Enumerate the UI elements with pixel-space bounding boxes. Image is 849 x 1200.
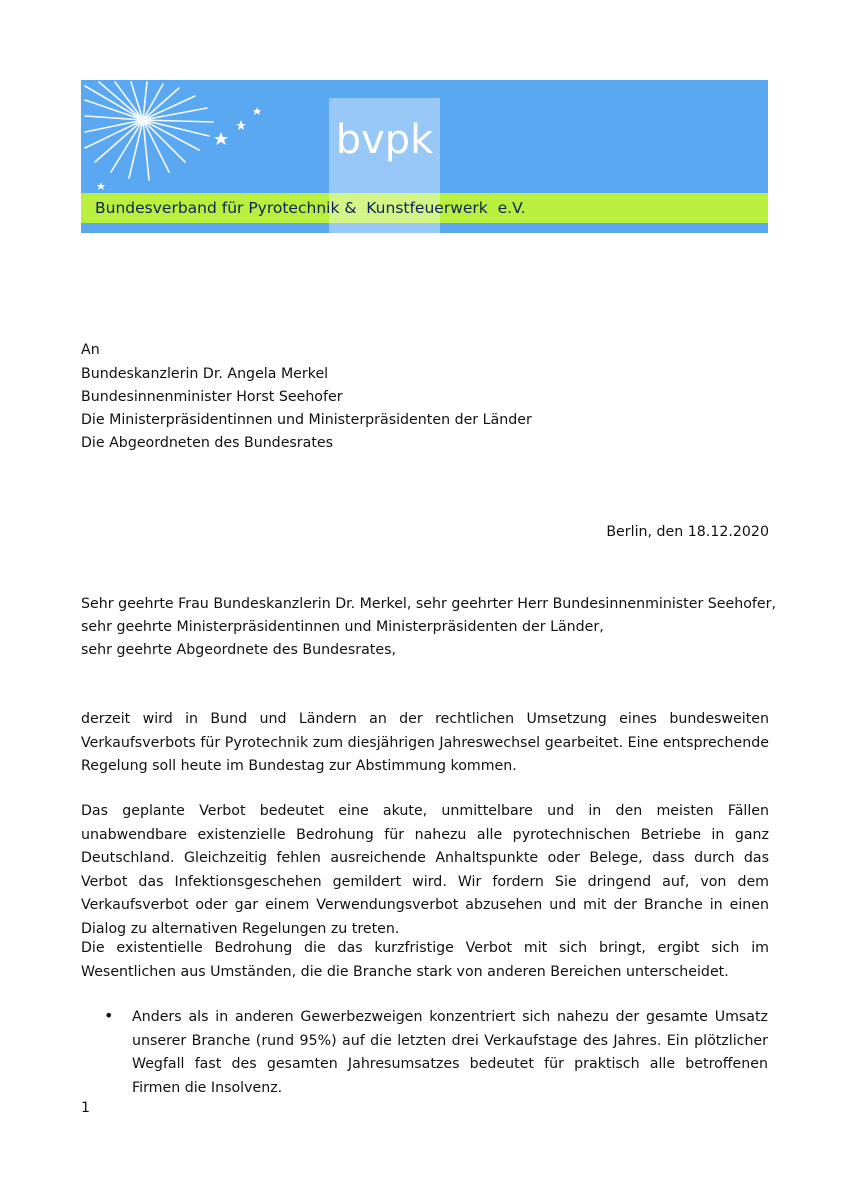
bullet-marker: •: [104, 1006, 114, 1025]
logo-text: bvpk: [335, 117, 434, 163]
page-number: 1: [81, 1100, 90, 1116]
recipient-line: Bundesinnenminister Horst Seehofer: [81, 389, 343, 405]
letterhead-banner: [81, 80, 768, 233]
letter-date: Berlin, den 18.12.2020: [606, 524, 769, 540]
body-paragraph: derzeit wird in Bund und Ländern an der rechtlichen Umsetzung eines bundesweiten Verkaufsverbots für Pyrotechnik zum diesjährigen Jahreswechsel gearbeitet. Eine entsprechende Regelung soll heute im Bundestag zur Abstimmung kommen.: [81, 711, 769, 774]
body-paragraph: Das geplante Verbot bedeutet eine akute, unmittelbare und in den meisten Fällen unabwendbare existenzielle Bedrohung für nahezu alle pyrotechnischen Betriebe in ganz Deutschland. Gleichzeitig fehlen ausreichende Anhaltspunkte oder Belege, dass durch das Verbot das Infektionsgeschehen gemildert wird. Wir fordern Sie dringend auf, von dem Verkaufsverbot oder gar einem Verwendungsverbot abzusehen und mit der Branche in einen Dialog zu alternativen Regelungen zu treten.: [81, 803, 769, 937]
recipient-line: Die Abgeordneten des Bundesrates: [81, 435, 334, 451]
salutation-line: Sehr geehrte Frau Bundeskanzlerin Dr. Merkel, sehr geehrter Herr Bundesinnenminister Seehofer,: [81, 596, 776, 612]
body-paragraph: Die existentielle Bedrohung die das kurzfristige Verbot mit sich bringt, ergibt sich im Wesentlichen aus Umständen, die die Branche stark von anderen Bereichen unterscheidet.: [81, 940, 769, 980]
recipient-line: An: [81, 342, 100, 358]
recipient-line: Die Ministerpräsidentinnen und Ministerpräsidenten der Länder: [81, 412, 532, 428]
salutation-line: sehr geehrte Ministerpräsidentinnen und Ministerpräsidenten der Länder,: [81, 619, 604, 635]
organization-name: Bundesverband für Pyrotechnik & Kunstfeuerwerk e.V.: [95, 199, 526, 217]
salutation-line: sehr geehrte Abgeordnete des Bundesrates,: [81, 642, 396, 658]
firework-burst-icon: [81, 80, 271, 193]
bullet-item: Anders als in anderen Gewerbezweigen konzentriert sich nahezu der gesamte Umsatz unserer Branche (rund 95%) auf die letzten drei Verkaufstage des Jahres. Ein plötzlicher Wegfall fast des gesamten Jahresumsatzes bedeutet für praktisch alle betroffenen Firmen die Insolvenz.: [132, 1009, 768, 1096]
recipient-line: Bundeskanzlerin Dr. Angela Merkel: [81, 366, 329, 382]
